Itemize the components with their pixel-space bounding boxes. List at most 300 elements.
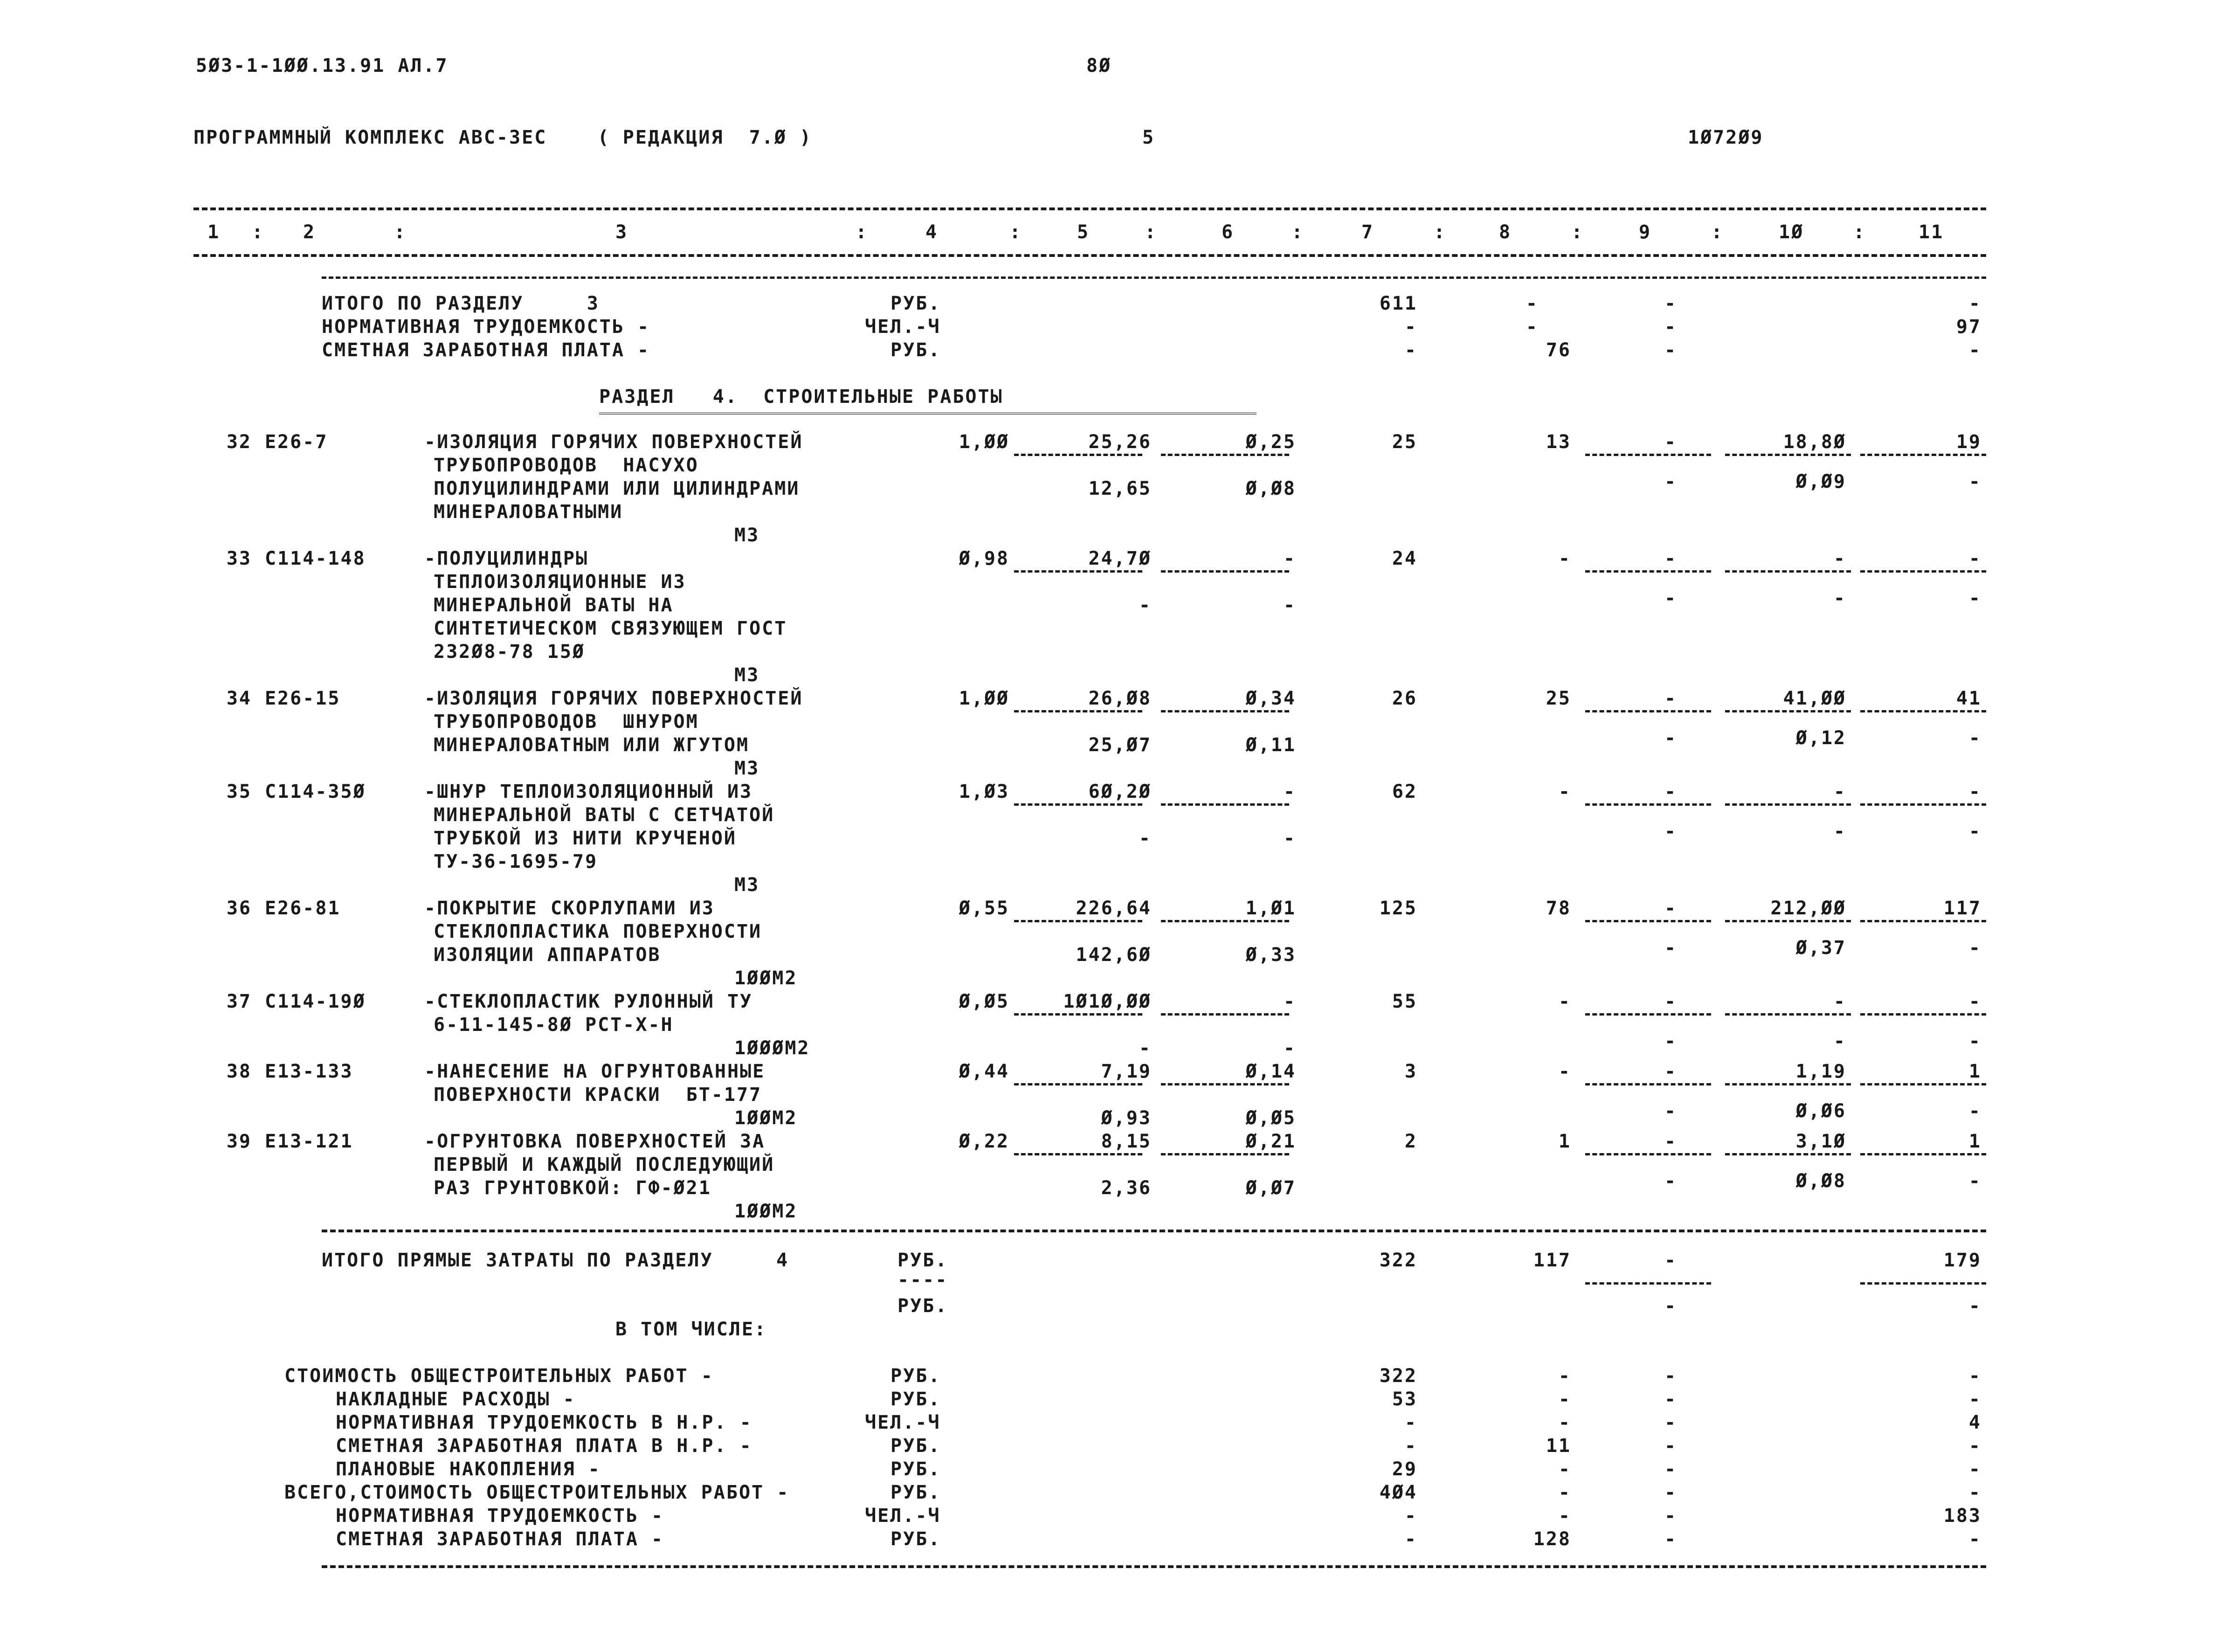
cell: - xyxy=(1664,1250,1678,1271)
cost-wage: 25 xyxy=(1546,688,1571,709)
price-wage: Ø,25 xyxy=(1245,431,1296,453)
row-description: ТЕПЛОИЗОЛЯЦИОННЫЕ ИЗ xyxy=(434,571,686,593)
cost-total: 2 xyxy=(1404,1131,1417,1152)
cell: - xyxy=(1404,339,1417,361)
row-unit: 1ØØØМ2 xyxy=(734,1037,810,1059)
cost-total: 3 xyxy=(1404,1061,1417,1082)
row-code: Е26-15 xyxy=(265,688,341,709)
labor-machine-norm: Ø,Ø9 xyxy=(1795,471,1846,492)
labor-cell: - xyxy=(1664,688,1678,709)
labor-cell: - xyxy=(1664,1030,1678,1052)
sep: : xyxy=(1711,221,1724,243)
cell: - xyxy=(1404,1412,1417,1433)
cell: - xyxy=(1664,1482,1678,1503)
cell: - xyxy=(1664,1295,1678,1317)
breakdown-label: НАКЛАДНЫЕ РАСХОДЫ - xyxy=(336,1389,576,1410)
price-wage: Ø,14 xyxy=(1245,1061,1296,1082)
subtotal-rule xyxy=(1585,803,1711,806)
row-description: СИНТЕТИЧЕСКОМ СВЯЗУЮЩЕМ ГОСТ xyxy=(434,618,787,639)
labor-cell: - xyxy=(1664,1100,1678,1122)
labor-cell: - xyxy=(1664,1170,1678,1192)
col-3: 3 xyxy=(615,221,628,243)
row-description: -НАНЕСЕНИЕ НА ОГРУНТОВАННЫЕ xyxy=(424,1061,766,1082)
subtotal-rule xyxy=(1014,570,1142,573)
row-code: С114-19Ø xyxy=(265,991,366,1012)
cell: - xyxy=(1558,1365,1571,1387)
quantity: 1,ØØ xyxy=(959,688,1009,709)
cell: - xyxy=(1664,1528,1678,1550)
cell: - xyxy=(1664,316,1678,338)
cell: 53 xyxy=(1392,1389,1417,1410)
cell: 76 xyxy=(1546,339,1571,361)
cell: - xyxy=(1968,1528,1981,1550)
price-wage: - xyxy=(1283,781,1296,802)
quantity: 1,ØØ xyxy=(959,431,1009,453)
price-wage: 1,Ø1 xyxy=(1245,898,1296,919)
labor-cell: - xyxy=(1664,937,1678,959)
row-description: 232Ø8-78 15Ø xyxy=(434,641,585,663)
col-5: 5 xyxy=(1077,221,1090,243)
quantity: Ø,22 xyxy=(959,1131,1009,1152)
cost-wage: - xyxy=(1558,1061,1571,1082)
row-code: Е13-121 xyxy=(265,1131,353,1152)
labor-cell: - xyxy=(1664,1131,1678,1152)
subtotal-rule xyxy=(1725,570,1851,573)
sep: : xyxy=(1145,221,1158,243)
row-unit: 1ØØМ2 xyxy=(734,1107,798,1129)
title-underline xyxy=(599,413,1257,417)
row-description: ТУ-36-1695-79 xyxy=(434,851,598,872)
labor-machine-norm: - xyxy=(1833,821,1846,842)
unit: РУБ. xyxy=(891,1389,941,1410)
quantity: Ø,98 xyxy=(959,548,1009,569)
row-description: -ШНУР ТЕПЛОИЗОЛЯЦИОННЫЙ ИЗ xyxy=(424,781,753,802)
subtotal-rule xyxy=(1014,920,1142,922)
cost-wage: 78 xyxy=(1546,898,1571,919)
row-unit: М3 xyxy=(734,664,760,686)
header-bottom-rule xyxy=(193,254,1986,257)
cell: - xyxy=(1968,1295,1981,1317)
row-description: -ИЗОЛЯЦИЯ ГОРЯЧИХ ПОВЕРХНОСТЕЙ xyxy=(424,688,803,709)
labor-cell: - xyxy=(1664,821,1678,842)
quantity: Ø,44 xyxy=(959,1061,1009,1082)
subtotal-rule xyxy=(1161,920,1289,922)
cost-wage: 1 xyxy=(1558,1131,1571,1152)
row-description: МИНЕРАЛОВАТНЫМ ИЛИ ЖГУТОМ xyxy=(434,734,750,756)
cell: - xyxy=(1968,339,1981,361)
cell: 4Ø4 xyxy=(1379,1482,1417,1503)
row-number: 35 xyxy=(226,781,252,802)
program-title: ПРОГРАММНЫЙ КОМПЛЕКС АВС-ЗЕС ( РЕДАКЦИЯ 7.Ø ) xyxy=(193,127,813,148)
price-wage: Ø,21 xyxy=(1245,1131,1296,1152)
labor-total: 117 xyxy=(1943,898,1981,919)
price-total: 1Ø1Ø,ØØ xyxy=(1063,991,1152,1012)
price-machine-wage: Ø,11 xyxy=(1245,734,1296,756)
cell: - xyxy=(1968,1458,1981,1480)
unit: РУБ. xyxy=(891,1482,941,1503)
cell: - xyxy=(1968,1365,1981,1387)
row-code: Е13-133 xyxy=(265,1061,353,1082)
total-label: НОРМАТИВНАЯ ТРУДОЕМКОСТЬ - xyxy=(322,316,650,338)
labor-total: 19 xyxy=(1956,431,1981,453)
row-number: 38 xyxy=(226,1061,252,1082)
cell: - xyxy=(1968,1389,1981,1410)
subtotal-rule xyxy=(1014,1083,1142,1085)
cell: 611 xyxy=(1379,293,1417,314)
price-total: 8,15 xyxy=(1101,1131,1152,1152)
subtotal-rule xyxy=(1161,1153,1289,1155)
col-6: 6 xyxy=(1222,221,1235,243)
row-description: МИНЕРАЛЬНОЙ ВАТЫ С СЕТЧАТОЙ xyxy=(434,804,775,826)
cell: - xyxy=(1404,1435,1417,1457)
cost-wage: 13 xyxy=(1546,431,1571,453)
labor-cell: - xyxy=(1664,781,1678,802)
cell: - xyxy=(1968,1482,1981,1503)
cost-total: 24 xyxy=(1392,548,1417,569)
row-number: 37 xyxy=(226,991,252,1012)
row-description: ПОЛУЦИЛИНДРАМИ ИЛИ ЦИЛИНДРАМИ xyxy=(434,478,800,499)
cell: - xyxy=(1664,339,1678,361)
subtotal-rule xyxy=(1585,1282,1711,1285)
price-machines: 25,Ø7 xyxy=(1088,734,1152,756)
cell: 4 xyxy=(1968,1412,1981,1433)
cost-wage: - xyxy=(1558,991,1571,1012)
labor-norm: - xyxy=(1833,781,1846,802)
row-description: -ОГРУНТОВКА ПОВЕРХНОСТЕЙ ЗА xyxy=(424,1131,766,1152)
price-machine-wage: - xyxy=(1283,1037,1296,1059)
labor-total: - xyxy=(1968,991,1981,1012)
cell: - xyxy=(1664,1389,1678,1410)
row-number: 33 xyxy=(226,548,252,569)
unit: РУБ. xyxy=(898,1250,948,1271)
cell: - xyxy=(1558,1482,1571,1503)
unit: РУБ. xyxy=(891,1458,941,1480)
cell: - xyxy=(1664,1412,1678,1433)
row-description: СТЕКЛОПЛАСТИКА ПОВЕРХНОСТИ xyxy=(434,921,762,942)
price-total: 24,7Ø xyxy=(1088,548,1152,569)
cell: - xyxy=(1558,1505,1571,1527)
subtotal-rule xyxy=(1585,920,1711,922)
cost-total: 125 xyxy=(1379,898,1417,919)
labor-machine-total: - xyxy=(1968,727,1981,749)
breakdown-label: НОРМАТИВНАЯ ТРУДОЕМКОСТЬ - xyxy=(336,1505,664,1527)
price-machines: 2,36 xyxy=(1101,1177,1152,1199)
row-description: ТРУБОПРОВОДОВ НАСУХО xyxy=(434,455,699,476)
unit-dashes: ---- xyxy=(898,1269,948,1291)
labor-cell: - xyxy=(1664,588,1678,609)
cell: 128 xyxy=(1533,1528,1571,1550)
price-machine-wage: Ø,Ø7 xyxy=(1245,1177,1296,1199)
cost-wage: - xyxy=(1558,548,1571,569)
labor-machine-total: - xyxy=(1968,471,1981,492)
row-description: -ПОКРЫТИЕ СКОРЛУПАМИ ИЗ xyxy=(424,898,715,919)
subtotal-rule xyxy=(1014,454,1142,456)
subtotal-rule xyxy=(1725,1153,1851,1155)
row-unit: М3 xyxy=(734,758,760,779)
price-total: 7,19 xyxy=(1101,1061,1152,1082)
labor-machine-norm: Ø,12 xyxy=(1795,727,1846,749)
totals-top-rule xyxy=(322,1230,1986,1232)
labor-machine-total: - xyxy=(1968,1170,1981,1192)
sep: : xyxy=(856,221,869,243)
row-description: -ИЗОЛЯЦИЯ ГОРЯЧИХ ПОВЕРХНОСТЕЙ xyxy=(424,431,803,453)
subtotal-rule xyxy=(1860,803,1986,806)
price-machine-wage: - xyxy=(1283,594,1296,616)
row-number: 36 xyxy=(226,898,252,919)
subtotal-rule xyxy=(1860,1013,1986,1016)
cell: 183 xyxy=(1943,1505,1981,1527)
labor-cell: - xyxy=(1664,991,1678,1012)
row-number: 32 xyxy=(226,431,252,453)
cell: - xyxy=(1664,1505,1678,1527)
section-rule xyxy=(322,276,1986,279)
labor-machine-norm: Ø,37 xyxy=(1795,937,1846,959)
labor-norm: 41,ØØ xyxy=(1783,688,1846,709)
labor-norm: - xyxy=(1833,548,1846,569)
breakdown-label: НОРМАТИВНАЯ ТРУДОЕМКОСТЬ В Н.Р. - xyxy=(336,1412,753,1433)
unit: РУБ. xyxy=(891,1528,941,1550)
bottom-rule xyxy=(322,1565,1986,1568)
labor-norm: 1,19 xyxy=(1795,1061,1846,1082)
subtotal-rule xyxy=(1014,803,1142,806)
subtotal-rule xyxy=(1725,803,1851,806)
labor-norm: 18,8Ø xyxy=(1783,431,1846,453)
labor-cell: - xyxy=(1664,1061,1678,1082)
sep: : xyxy=(1434,221,1447,243)
breakdown-label: СМЕТНАЯ ЗАРАБОТНАЯ ПЛАТА В Н.Р. - xyxy=(336,1435,753,1457)
document-id: 1Ø72Ø9 xyxy=(1688,127,1764,148)
quantity: Ø,55 xyxy=(959,898,1009,919)
page-number: 8Ø xyxy=(1086,55,1112,76)
including-label: В ТОМ ЧИСЛЕ: xyxy=(615,1319,767,1340)
cell: - xyxy=(1526,316,1539,338)
subtotal-rule xyxy=(1860,1153,1986,1155)
subtotal-rule xyxy=(1585,710,1711,712)
sep: : xyxy=(1853,221,1866,243)
subtotal-rule xyxy=(1585,1083,1711,1085)
col-9: 9 xyxy=(1639,221,1652,243)
subtotal-rule xyxy=(1014,1013,1142,1016)
row-unit: М3 xyxy=(734,874,760,896)
sep: : xyxy=(1009,221,1022,243)
cell: 117 xyxy=(1533,1250,1571,1271)
sep: : xyxy=(1291,221,1305,243)
quantity: 1,Ø3 xyxy=(959,781,1009,802)
sheet-number: 5 xyxy=(1142,127,1155,148)
labor-machine-norm: Ø,Ø6 xyxy=(1795,1100,1846,1122)
quantity: Ø,Ø5 xyxy=(959,991,1009,1012)
subtotal-rule xyxy=(1161,710,1289,712)
subtotal-rule xyxy=(1725,1013,1851,1016)
subtotal-rule xyxy=(1585,570,1711,573)
cost-total: 25 xyxy=(1392,431,1417,453)
row-unit: М3 xyxy=(734,525,760,546)
row-code: Е26-81 xyxy=(265,898,341,919)
price-total: 26,Ø8 xyxy=(1088,688,1152,709)
cell: - xyxy=(1664,1365,1678,1387)
labor-machine-total: - xyxy=(1968,821,1981,842)
price-wage: - xyxy=(1283,991,1296,1012)
price-machine-wage: Ø,Ø8 xyxy=(1245,478,1296,499)
unit: ЧЕЛ.-Ч xyxy=(865,1412,941,1433)
cell: - xyxy=(1558,1412,1571,1433)
row-description: ТРУБКОЙ ИЗ НИТИ КРУЧЕНОЙ xyxy=(434,828,737,849)
price-total: 6Ø,2Ø xyxy=(1088,781,1152,802)
subtotal-rule xyxy=(1725,920,1851,922)
subtotal-rule xyxy=(1860,1083,1986,1085)
header-top-rule xyxy=(193,207,1986,210)
cell: - xyxy=(1558,1458,1571,1480)
subtotal-rule xyxy=(1161,454,1289,456)
cell: - xyxy=(1968,1435,1981,1457)
row-description: МИНЕРАЛЬНОЙ ВАТЫ НА xyxy=(434,594,674,616)
labor-machine-total: - xyxy=(1968,588,1981,609)
sep: : xyxy=(1571,221,1584,243)
col-4: 4 xyxy=(925,221,939,243)
price-total: 25,26 xyxy=(1088,431,1152,453)
sep: : xyxy=(252,221,265,243)
cell: - xyxy=(1664,1435,1678,1457)
unit: ЧЕЛ.-Ч xyxy=(865,316,941,338)
subtotal-rule xyxy=(1161,803,1289,806)
price-machine-wage: Ø,33 xyxy=(1245,944,1296,966)
row-unit: 1ØØМ2 xyxy=(734,1201,798,1222)
row-code: С114-148 xyxy=(265,548,366,569)
row-description: -ПОЛУЦИЛИНДРЫ xyxy=(424,548,589,569)
document-code: 5Ø3-1-1ØØ.13.91 АЛ.7 xyxy=(196,55,449,76)
price-machines: 142,6Ø xyxy=(1076,944,1152,966)
subtotal-rule xyxy=(1585,1153,1711,1155)
subtotal-rule xyxy=(1860,454,1986,456)
subtotal-rule xyxy=(1161,1013,1289,1016)
cell: 11 xyxy=(1546,1435,1571,1457)
subtotal-rule xyxy=(1725,454,1851,456)
labor-total: - xyxy=(1968,548,1981,569)
subtotal-rule xyxy=(1585,1013,1711,1016)
subtotal-rule xyxy=(1725,1083,1851,1085)
subtotal-rule xyxy=(1161,1083,1289,1085)
unit: РУБ. xyxy=(891,293,941,314)
cell: 179 xyxy=(1943,1250,1981,1271)
row-number: 39 xyxy=(226,1131,252,1152)
cell: - xyxy=(1404,1505,1417,1527)
subtotal-rule xyxy=(1161,570,1289,573)
cell: 322 xyxy=(1379,1365,1417,1387)
col-10: 1Ø xyxy=(1779,221,1804,243)
cell: - xyxy=(1664,1458,1678,1480)
cell: 97 xyxy=(1956,316,1981,338)
unit: РУБ. xyxy=(891,1365,941,1387)
row-unit: 1ØØМ2 xyxy=(734,968,798,989)
breakdown-label: ВСЕГО,СТОИМОСТЬ ОБЩЕСТРОИТЕЛЬНЫХ РАБОТ - xyxy=(284,1482,790,1503)
cell: - xyxy=(1404,316,1417,338)
price-machines: - xyxy=(1139,828,1152,849)
labor-machine-norm: Ø,Ø8 xyxy=(1795,1170,1846,1192)
row-code: С114-35Ø xyxy=(265,781,366,802)
cell: - xyxy=(1968,293,1981,314)
unit: ЧЕЛ.-Ч xyxy=(865,1505,941,1527)
labor-cell: - xyxy=(1664,548,1678,569)
row-description: МИНЕРАЛОВАТНЫМИ xyxy=(434,501,623,523)
unit: РУБ. xyxy=(898,1295,948,1317)
breakdown-label: ПЛАНОВЫЕ НАКОПЛЕНИЯ - xyxy=(336,1458,601,1480)
subtotal-rule xyxy=(1014,1153,1142,1155)
row-description: ИЗОЛЯЦИИ АППАРАТОВ xyxy=(434,944,661,966)
price-wage: Ø,34 xyxy=(1245,688,1296,709)
price-total: 226,64 xyxy=(1076,898,1152,919)
total-label: ИТОГО ПО РАЗДЕЛУ 3 xyxy=(322,293,600,314)
cell: - xyxy=(1526,293,1539,314)
sep: : xyxy=(394,221,407,243)
breakdown-label: СТОИМОСТЬ ОБЩЕСТРОИТЕЛЬНЫХ РАБОТ - xyxy=(284,1365,714,1387)
subtotal-rule xyxy=(1585,454,1711,456)
cell: - xyxy=(1558,1389,1571,1410)
row-description: РАЗ ГРУНТОВКОЙ: ГФ-Ø21 xyxy=(434,1177,711,1199)
cell: - xyxy=(1664,293,1678,314)
section-4-title: РАЗДЕЛ 4. СТРОИТЕЛЬНЫЕ РАБОТЫ xyxy=(599,386,1003,408)
price-wage: - xyxy=(1283,548,1296,569)
breakdown-label: СМЕТНАЯ ЗАРАБОТНАЯ ПЛАТА - xyxy=(336,1528,664,1550)
labor-cell: - xyxy=(1664,431,1678,453)
cost-total: 62 xyxy=(1392,781,1417,802)
unit: РУБ. xyxy=(891,1435,941,1457)
subtotal-rule xyxy=(1860,710,1986,712)
labor-cell: - xyxy=(1664,727,1678,749)
price-machines: 12,65 xyxy=(1088,478,1152,499)
subtotal-rule xyxy=(1725,710,1851,712)
col-1: 1 xyxy=(207,221,221,243)
price-machines: Ø,93 xyxy=(1101,1107,1152,1129)
subtotal-rule xyxy=(1014,710,1142,712)
row-description: 6-11-145-8Ø РСТ-Х-Н xyxy=(434,1014,674,1036)
labor-machine-total: - xyxy=(1968,1030,1981,1052)
price-machines: - xyxy=(1139,594,1152,616)
col-2: 2 xyxy=(303,221,316,243)
subtotal-rule xyxy=(1860,1282,1986,1285)
row-number: 34 xyxy=(226,688,252,709)
row-description: ПОВЕРХНОСТИ КРАСКИ БТ-177 xyxy=(434,1084,762,1106)
labor-norm: - xyxy=(1833,991,1846,1012)
col-7: 7 xyxy=(1361,221,1374,243)
total-label: СМЕТНАЯ ЗАРАБОТНАЯ ПЛАТА - xyxy=(322,339,650,361)
cost-wage: - xyxy=(1558,781,1571,802)
labor-machine-norm: - xyxy=(1833,1030,1846,1052)
unit: РУБ. xyxy=(891,339,941,361)
labor-machine-norm: - xyxy=(1833,588,1846,609)
col-8: 8 xyxy=(1499,221,1512,243)
row-code: Е26-7 xyxy=(265,431,328,453)
cell: 29 xyxy=(1392,1458,1417,1480)
cell: - xyxy=(1404,1528,1417,1550)
labor-norm: 3,1Ø xyxy=(1795,1131,1846,1152)
cost-total: 26 xyxy=(1392,688,1417,709)
labor-cell: - xyxy=(1664,471,1678,492)
price-machine-wage: Ø,Ø5 xyxy=(1245,1107,1296,1129)
labor-machine-total: - xyxy=(1968,1100,1981,1122)
labor-norm: 212,ØØ xyxy=(1770,898,1846,919)
total-label: ИТОГО ПРЯМЫЕ ЗАТРАТЫ ПО РАЗДЕЛУ 4 xyxy=(322,1250,789,1271)
cost-total: 55 xyxy=(1392,991,1417,1012)
subtotal-rule xyxy=(1860,570,1986,573)
labor-total: 41 xyxy=(1956,688,1981,709)
row-description: ПЕРВЫЙ И КАЖДЫЙ ПОСЛЕДУЮЩИЙ xyxy=(434,1154,775,1175)
labor-total: 1 xyxy=(1968,1061,1981,1082)
row-description: ТРУБОПРОВОДОВ ШНУРОМ xyxy=(434,711,699,733)
labor-cell: - xyxy=(1664,898,1678,919)
cell: 322 xyxy=(1379,1250,1417,1271)
labor-total: - xyxy=(1968,781,1981,802)
row-description: -СТЕКЛОПЛАСТИК РУЛОННЫЙ ТУ xyxy=(424,991,753,1012)
